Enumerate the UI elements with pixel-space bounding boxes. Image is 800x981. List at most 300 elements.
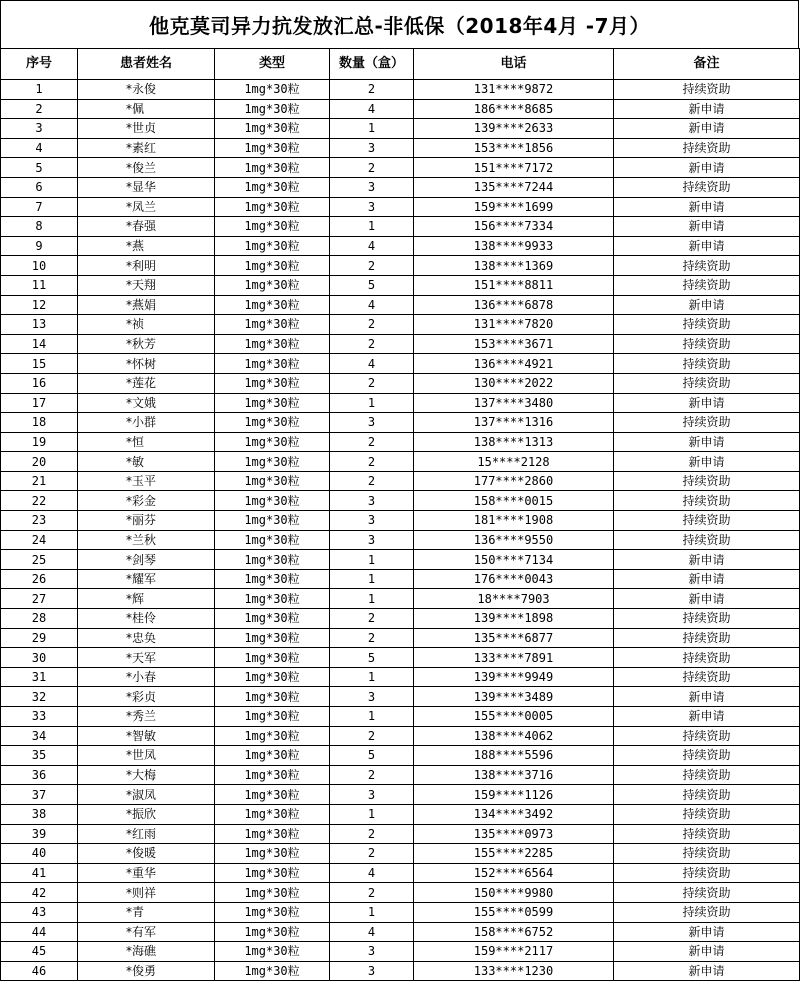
cell-patient-name: *玉平: [78, 471, 215, 491]
cell-remark: 新申请: [614, 707, 800, 727]
cell-quantity: 4: [330, 99, 414, 119]
cell-quantity: 4: [330, 354, 414, 374]
cell-phone: 136****6878: [414, 295, 614, 315]
cell-quantity: 2: [330, 824, 414, 844]
table-row: [1, 275, 800, 295]
cell-row-index: 33: [1, 707, 78, 727]
cell-remark: 持续资助: [614, 648, 800, 668]
cell-quantity: 2: [330, 432, 414, 452]
cell-row-index: 46: [1, 961, 78, 981]
table-row: [1, 99, 800, 119]
cell-patient-name: *小春: [78, 667, 215, 687]
cell-type: 1mg*30粒: [215, 256, 330, 276]
cell-remark: 持续资助: [614, 883, 800, 903]
cell-patient-name: *桂伶: [78, 609, 215, 629]
cell-remark: 持续资助: [614, 511, 800, 531]
cell-remark: 持续资助: [614, 824, 800, 844]
table-body: [1, 80, 800, 981]
cell-row-index: 39: [1, 824, 78, 844]
table-row: [1, 609, 800, 629]
cell-quantity: 3: [330, 197, 414, 217]
cell-quantity: 2: [330, 628, 414, 648]
cell-phone: 177****2860: [414, 471, 614, 491]
cell-patient-name: *显华: [78, 177, 215, 197]
cell-remark: 新申请: [614, 942, 800, 962]
cell-row-index: 27: [1, 589, 78, 609]
cell-remark: 新申请: [614, 295, 800, 315]
cell-remark: 新申请: [614, 922, 800, 942]
table-row: [1, 315, 800, 335]
cell-quantity: 1: [330, 707, 414, 727]
cell-patient-name: *凤兰: [78, 197, 215, 217]
cell-type: 1mg*30粒: [215, 452, 330, 472]
cell-phone: 181****1908: [414, 511, 614, 531]
cell-phone: 153****1856: [414, 138, 614, 158]
cell-patient-name: *俊暖: [78, 844, 215, 864]
cell-row-index: 41: [1, 863, 78, 883]
table-row: [1, 902, 800, 922]
cell-row-index: 45: [1, 942, 78, 962]
table-row: [1, 80, 800, 100]
table-row: [1, 844, 800, 864]
cell-quantity: 5: [330, 275, 414, 295]
cell-quantity: 3: [330, 530, 414, 550]
cell-quantity: 2: [330, 609, 414, 629]
cell-type: 1mg*30粒: [215, 373, 330, 393]
cell-remark: 持续资助: [614, 530, 800, 550]
cell-quantity: 2: [330, 334, 414, 354]
table-row: [1, 373, 800, 393]
cell-remark: 持续资助: [614, 275, 800, 295]
cell-type: 1mg*30粒: [215, 687, 330, 707]
cell-phone: 151****7172: [414, 158, 614, 178]
table-row: [1, 452, 800, 472]
col-header-type: 类型: [215, 49, 330, 80]
cell-patient-name: *敏: [78, 452, 215, 472]
cell-remark: 新申请: [614, 452, 800, 472]
cell-remark: 持续资助: [614, 628, 800, 648]
cell-phone: 152****6564: [414, 863, 614, 883]
cell-type: 1mg*30粒: [215, 609, 330, 629]
cell-type: 1mg*30粒: [215, 315, 330, 335]
cell-row-index: 31: [1, 667, 78, 687]
cell-quantity: 2: [330, 883, 414, 903]
cell-phone: 156****7334: [414, 217, 614, 237]
cell-row-index: 42: [1, 883, 78, 903]
cell-remark: 持续资助: [614, 844, 800, 864]
cell-row-index: 17: [1, 393, 78, 413]
cell-type: 1mg*30粒: [215, 922, 330, 942]
cell-phone: 137****1316: [414, 413, 614, 433]
cell-type: 1mg*30粒: [215, 511, 330, 531]
cell-type: 1mg*30粒: [215, 746, 330, 766]
cell-phone: 155****2285: [414, 844, 614, 864]
cell-quantity: 5: [330, 746, 414, 766]
cell-remark: 新申请: [614, 197, 800, 217]
cell-type: 1mg*30粒: [215, 217, 330, 237]
table-row: [1, 863, 800, 883]
cell-row-index: 5: [1, 158, 78, 178]
cell-quantity: 5: [330, 648, 414, 668]
cell-row-index: 44: [1, 922, 78, 942]
cell-type: 1mg*30粒: [215, 707, 330, 727]
cell-quantity: 3: [330, 177, 414, 197]
cell-row-index: 34: [1, 726, 78, 746]
cell-row-index: 19: [1, 432, 78, 452]
table-row: [1, 138, 800, 158]
cell-type: 1mg*30粒: [215, 491, 330, 511]
cell-patient-name: *海礁: [78, 942, 215, 962]
col-header-quantity: 数量（盒）: [330, 49, 414, 80]
cell-quantity: 1: [330, 217, 414, 237]
table-row: [1, 726, 800, 746]
cell-quantity: 2: [330, 158, 414, 178]
cell-phone: 139****1898: [414, 609, 614, 629]
cell-patient-name: *彩贞: [78, 687, 215, 707]
cell-row-index: 23: [1, 511, 78, 531]
cell-phone: 133****1230: [414, 961, 614, 981]
cell-row-index: 12: [1, 295, 78, 315]
cell-remark: 持续资助: [614, 765, 800, 785]
cell-row-index: 13: [1, 315, 78, 335]
table-row: [1, 432, 800, 452]
cell-remark: 新申请: [614, 158, 800, 178]
cell-row-index: 1: [1, 80, 78, 100]
cell-phone: 159****1699: [414, 197, 614, 217]
cell-type: 1mg*30粒: [215, 177, 330, 197]
table-row: [1, 354, 800, 374]
cell-row-index: 36: [1, 765, 78, 785]
cell-quantity: 2: [330, 315, 414, 335]
cell-type: 1mg*30粒: [215, 275, 330, 295]
table-row: [1, 961, 800, 981]
cell-quantity: 3: [330, 511, 414, 531]
cell-remark: 持续资助: [614, 354, 800, 374]
cell-phone: 135****6877: [414, 628, 614, 648]
cell-patient-name: *小群: [78, 413, 215, 433]
cell-phone: 155****0005: [414, 707, 614, 727]
cell-patient-name: *秋芳: [78, 334, 215, 354]
cell-patient-name: *兰秋: [78, 530, 215, 550]
cell-phone: 131****9872: [414, 80, 614, 100]
cell-phone: 139****2633: [414, 119, 614, 139]
cell-type: 1mg*30粒: [215, 530, 330, 550]
cell-remark: 新申请: [614, 550, 800, 570]
cell-type: 1mg*30粒: [215, 471, 330, 491]
table-row: [1, 648, 800, 668]
cell-phone: 135****0973: [414, 824, 614, 844]
table-row: [1, 804, 800, 824]
cell-patient-name: *世贞: [78, 119, 215, 139]
table-row: [1, 530, 800, 550]
cell-phone: 150****7134: [414, 550, 614, 570]
cell-remark: 持续资助: [614, 863, 800, 883]
distribution-table: [0, 48, 800, 981]
cell-row-index: 32: [1, 687, 78, 707]
table-row: [1, 589, 800, 609]
cell-phone: 136****9550: [414, 530, 614, 550]
cell-patient-name: *青: [78, 902, 215, 922]
cell-quantity: 3: [330, 785, 414, 805]
cell-quantity: 4: [330, 863, 414, 883]
cell-patient-name: *淑凤: [78, 785, 215, 805]
cell-quantity: 3: [330, 942, 414, 962]
cell-quantity: 2: [330, 844, 414, 864]
cell-patient-name: *剑琴: [78, 550, 215, 570]
table-row: [1, 922, 800, 942]
table-row: [1, 334, 800, 354]
table-row: [1, 746, 800, 766]
table-row: [1, 158, 800, 178]
cell-quantity: 1: [330, 393, 414, 413]
cell-remark: 持续资助: [614, 413, 800, 433]
cell-patient-name: *燕娟: [78, 295, 215, 315]
table-row: [1, 942, 800, 962]
table-row: [1, 707, 800, 727]
table-row: [1, 471, 800, 491]
cell-type: 1mg*30粒: [215, 197, 330, 217]
table-row: [1, 765, 800, 785]
cell-phone: 139****9949: [414, 667, 614, 687]
cell-row-index: 24: [1, 530, 78, 550]
cell-patient-name: *素红: [78, 138, 215, 158]
cell-patient-name: *燕: [78, 236, 215, 256]
cell-patient-name: *有军: [78, 922, 215, 942]
cell-remark: 新申请: [614, 217, 800, 237]
cell-row-index: 21: [1, 471, 78, 491]
cell-patient-name: *重华: [78, 863, 215, 883]
cell-quantity: 2: [330, 452, 414, 472]
table-row: [1, 511, 800, 531]
cell-remark: 新申请: [614, 589, 800, 609]
cell-type: 1mg*30粒: [215, 138, 330, 158]
cell-remark: 持续资助: [614, 80, 800, 100]
cell-patient-name: *彩金: [78, 491, 215, 511]
cell-type: 1mg*30粒: [215, 119, 330, 139]
cell-phone: 158****6752: [414, 922, 614, 942]
cell-phone: 15****2128: [414, 452, 614, 472]
cell-type: 1mg*30粒: [215, 765, 330, 785]
cell-type: 1mg*30粒: [215, 863, 330, 883]
cell-patient-name: *丽芬: [78, 511, 215, 531]
cell-patient-name: *怀树: [78, 354, 215, 374]
cell-row-index: 28: [1, 609, 78, 629]
cell-row-index: 15: [1, 354, 78, 374]
cell-patient-name: *莲花: [78, 373, 215, 393]
cell-quantity: 1: [330, 569, 414, 589]
cell-patient-name: *俊勇: [78, 961, 215, 981]
cell-phone: 186****8685: [414, 99, 614, 119]
cell-type: 1mg*30粒: [215, 961, 330, 981]
cell-row-index: 8: [1, 217, 78, 237]
cell-quantity: 3: [330, 961, 414, 981]
cell-type: 1mg*30粒: [215, 902, 330, 922]
cell-row-index: 3: [1, 119, 78, 139]
cell-remark: 新申请: [614, 961, 800, 981]
table-row: [1, 687, 800, 707]
cell-patient-name: *文娥: [78, 393, 215, 413]
cell-patient-name: *辉: [78, 589, 215, 609]
cell-patient-name: *佩: [78, 99, 215, 119]
cell-row-index: 18: [1, 413, 78, 433]
cell-type: 1mg*30粒: [215, 667, 330, 687]
table-row: [1, 824, 800, 844]
cell-row-index: 10: [1, 256, 78, 276]
cell-row-index: 2: [1, 99, 78, 119]
cell-patient-name: *祯: [78, 315, 215, 335]
cell-remark: 持续资助: [614, 785, 800, 805]
table-row: [1, 197, 800, 217]
cell-phone: 138****3716: [414, 765, 614, 785]
cell-row-index: 6: [1, 177, 78, 197]
cell-remark: 持续资助: [614, 138, 800, 158]
cell-type: 1mg*30粒: [215, 80, 330, 100]
table-row: [1, 785, 800, 805]
cell-patient-name: *耀军: [78, 569, 215, 589]
cell-type: 1mg*30粒: [215, 942, 330, 962]
cell-remark: 持续资助: [614, 491, 800, 511]
cell-remark: 新申请: [614, 119, 800, 139]
cell-quantity: 3: [330, 413, 414, 433]
sheet-title: 他克莫司异力抗发放汇总-非低保（2018年4月 -7月）: [0, 0, 799, 48]
cell-type: 1mg*30粒: [215, 354, 330, 374]
cell-quantity: 4: [330, 236, 414, 256]
cell-type: 1mg*30粒: [215, 785, 330, 805]
cell-patient-name: *红雨: [78, 824, 215, 844]
cell-patient-name: *天翔: [78, 275, 215, 295]
cell-phone: 138****1369: [414, 256, 614, 276]
table-row: [1, 883, 800, 903]
table-row: [1, 667, 800, 687]
cell-type: 1mg*30粒: [215, 236, 330, 256]
cell-patient-name: *利明: [78, 256, 215, 276]
col-header-remark: 备注: [614, 49, 800, 80]
cell-row-index: 14: [1, 334, 78, 354]
cell-remark: 持续资助: [614, 315, 800, 335]
table-row: [1, 177, 800, 197]
cell-phone: 158****0015: [414, 491, 614, 511]
cell-quantity: 1: [330, 589, 414, 609]
cell-row-index: 20: [1, 452, 78, 472]
cell-row-index: 37: [1, 785, 78, 805]
cell-phone: 139****3489: [414, 687, 614, 707]
cell-type: 1mg*30粒: [215, 432, 330, 452]
cell-type: 1mg*30粒: [215, 804, 330, 824]
cell-phone: 176****0043: [414, 569, 614, 589]
cell-quantity: 1: [330, 902, 414, 922]
cell-type: 1mg*30粒: [215, 413, 330, 433]
cell-phone: 137****3480: [414, 393, 614, 413]
cell-remark: 持续资助: [614, 804, 800, 824]
cell-quantity: 1: [330, 667, 414, 687]
cell-remark: 持续资助: [614, 471, 800, 491]
cell-patient-name: *恒: [78, 432, 215, 452]
cell-phone: 136****4921: [414, 354, 614, 374]
cell-type: 1mg*30粒: [215, 844, 330, 864]
cell-quantity: 3: [330, 687, 414, 707]
table-row: [1, 628, 800, 648]
table-row: [1, 236, 800, 256]
cell-type: 1mg*30粒: [215, 295, 330, 315]
cell-remark: 持续资助: [614, 609, 800, 629]
cell-remark: 持续资助: [614, 902, 800, 922]
cell-type: 1mg*30粒: [215, 589, 330, 609]
cell-type: 1mg*30粒: [215, 334, 330, 354]
cell-remark: 新申请: [614, 393, 800, 413]
cell-quantity: 4: [330, 295, 414, 315]
cell-patient-name: *智敏: [78, 726, 215, 746]
cell-patient-name: *振欣: [78, 804, 215, 824]
table-row: [1, 413, 800, 433]
cell-phone: 188****5596: [414, 746, 614, 766]
table-row: [1, 256, 800, 276]
cell-type: 1mg*30粒: [215, 883, 330, 903]
cell-type: 1mg*30粒: [215, 158, 330, 178]
cell-remark: 新申请: [614, 687, 800, 707]
cell-phone: 159****2117: [414, 942, 614, 962]
cell-phone: 130****2022: [414, 373, 614, 393]
cell-row-index: 25: [1, 550, 78, 570]
cell-phone: 155****0599: [414, 902, 614, 922]
table-row: [1, 393, 800, 413]
cell-phone: 18****7903: [414, 589, 614, 609]
col-header-patient-name: 患者姓名: [78, 49, 215, 80]
cell-quantity: 2: [330, 256, 414, 276]
cell-type: 1mg*30粒: [215, 99, 330, 119]
cell-type: 1mg*30粒: [215, 393, 330, 413]
table-row: [1, 295, 800, 315]
cell-row-index: 4: [1, 138, 78, 158]
cell-row-index: 29: [1, 628, 78, 648]
cell-phone: 151****8811: [414, 275, 614, 295]
cell-quantity: 2: [330, 471, 414, 491]
cell-phone: 153****3671: [414, 334, 614, 354]
cell-quantity: 1: [330, 550, 414, 570]
cell-phone: 135****7244: [414, 177, 614, 197]
cell-quantity: 4: [330, 922, 414, 942]
cell-phone: 138****9933: [414, 236, 614, 256]
cell-row-index: 38: [1, 804, 78, 824]
cell-type: 1mg*30粒: [215, 726, 330, 746]
cell-type: 1mg*30粒: [215, 824, 330, 844]
cell-row-index: 16: [1, 373, 78, 393]
cell-type: 1mg*30粒: [215, 550, 330, 570]
cell-row-index: 26: [1, 569, 78, 589]
cell-quantity: 3: [330, 491, 414, 511]
cell-row-index: 30: [1, 648, 78, 668]
cell-remark: 新申请: [614, 236, 800, 256]
cell-type: 1mg*30粒: [215, 569, 330, 589]
cell-quantity: 1: [330, 804, 414, 824]
cell-remark: 新申请: [614, 432, 800, 452]
col-header-phone: 电话: [414, 49, 614, 80]
cell-quantity: 3: [330, 138, 414, 158]
cell-patient-name: *大梅: [78, 765, 215, 785]
cell-phone: 134****3492: [414, 804, 614, 824]
cell-patient-name: *忠奂: [78, 628, 215, 648]
cell-patient-name: *永俊: [78, 80, 215, 100]
cell-row-index: 40: [1, 844, 78, 864]
cell-remark: 持续资助: [614, 373, 800, 393]
cell-remark: 新申请: [614, 569, 800, 589]
cell-quantity: 2: [330, 373, 414, 393]
cell-patient-name: *秀兰: [78, 707, 215, 727]
cell-type: 1mg*30粒: [215, 648, 330, 668]
cell-row-index: 11: [1, 275, 78, 295]
cell-phone: 138****1313: [414, 432, 614, 452]
cell-row-index: 43: [1, 902, 78, 922]
cell-quantity: 2: [330, 80, 414, 100]
